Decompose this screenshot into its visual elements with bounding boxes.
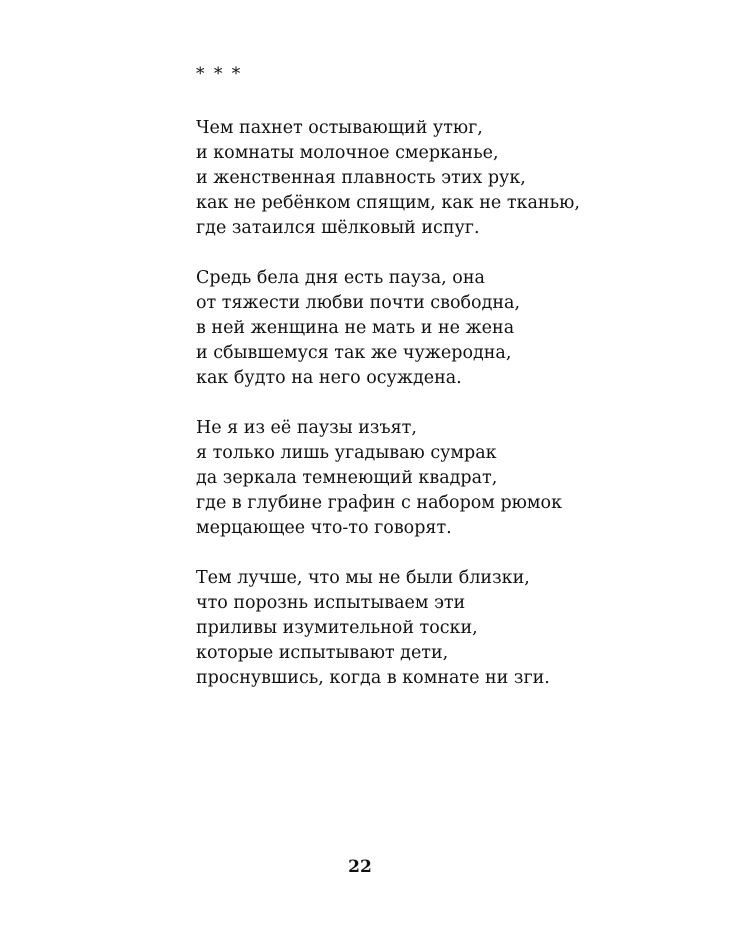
stanza-4 (196, 566, 696, 691)
poem-line: в ней женщина не мать и не жена (196, 318, 515, 338)
page-number: 22 (348, 857, 372, 877)
stanza-2 (196, 266, 696, 391)
poem-line: как не ребёнком спящим, как не тканью, (196, 193, 580, 213)
poem-line: и женственная плавность этих рук, (196, 168, 526, 188)
poem-line: я только лишь угадываю сумрак (196, 443, 497, 463)
poem-line: Тем лучше, что мы не были близки, (196, 568, 530, 588)
poem-line: от тяжести любви почти свободна, (196, 293, 521, 313)
poem-line: да зеркала темнеющий квадрат, (196, 468, 498, 488)
poem-line: Не я из её паузы изъят, (196, 418, 417, 438)
poem (196, 116, 696, 716)
poem-line: приливы изумительной тоски, (196, 618, 478, 638)
poem-line: и комнаты молочное смерканье, (196, 143, 499, 163)
poem-line: Средь бела дня есть пауза, она (196, 268, 485, 288)
stanza-3 (196, 416, 696, 541)
poem-line: и сбывшемуся так же чужеродна, (196, 343, 512, 363)
poem-line: проснувшись, когда в комнате ни зги. (196, 668, 550, 688)
poem-line: как будто на него осуждена. (196, 368, 462, 388)
stanza-1 (196, 116, 696, 241)
poem-line: которые испытывают дети, (196, 643, 449, 663)
poem-line: Чем пахнет остывающий утюг, (196, 118, 483, 138)
poem-line: мерцающее что-то говорят. (196, 518, 452, 538)
poem-line: где затаился шёлковый испуг. (196, 218, 480, 238)
section-separator: * * * (196, 64, 243, 84)
poem-line: что порознь испытываем эти (196, 593, 466, 613)
poem-line: где в глубине графин с набором рюмок (196, 493, 563, 513)
